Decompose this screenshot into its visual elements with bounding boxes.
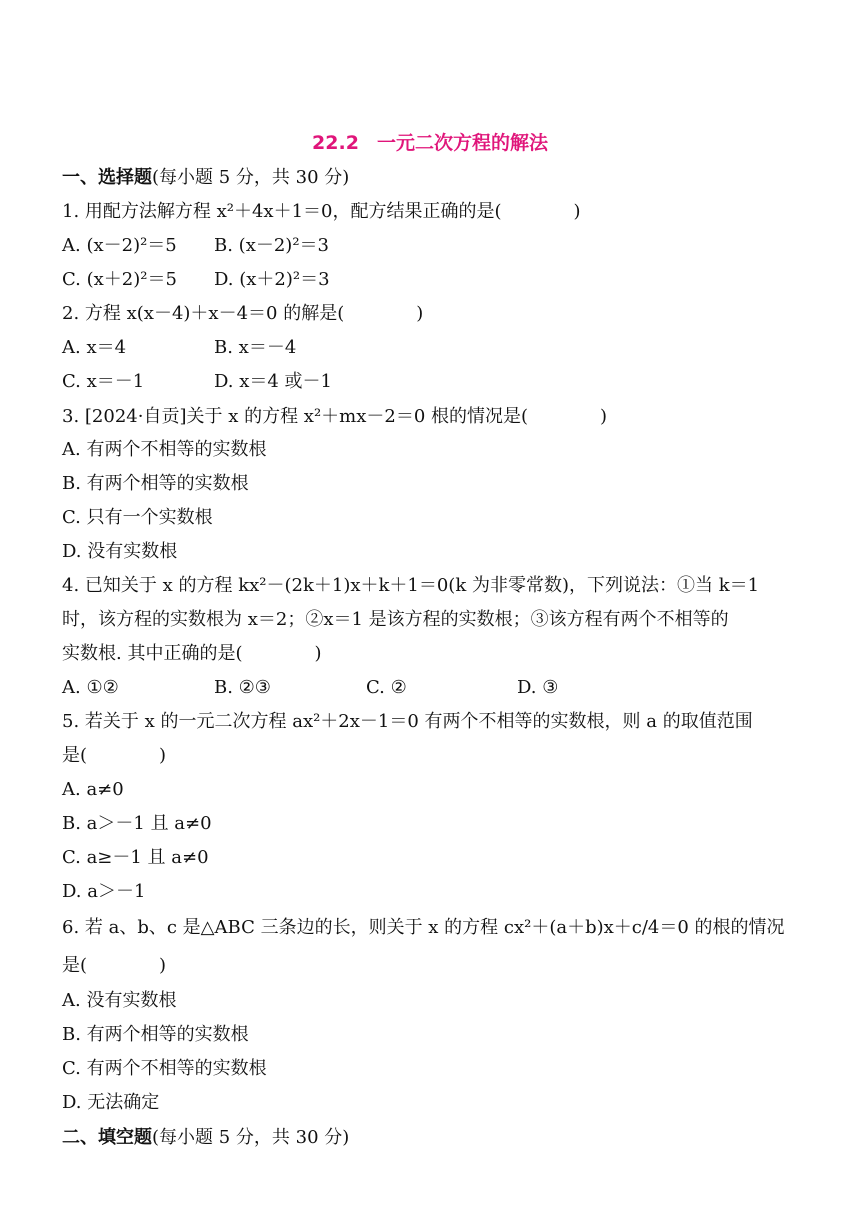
question-2-option-a: A. x＝4 [62, 337, 127, 358]
question-4-stem-line-2: 时，该方程的实数根为 x＝2；②x＝1 是该方程的实数根；③该方程有两个不相等的 [62, 609, 729, 630]
question-4-option-d: D. ③ [517, 677, 559, 698]
question-5-option-c: C. a≥－1 且 a≠0 [62, 847, 209, 868]
page-title [0, 128, 860, 155]
question-5-option-b: B. a＞－1 且 a≠0 [62, 813, 212, 834]
question-3-option-a: A. 有两个不相等的实数根 [62, 439, 267, 460]
question-2-stem: 2. 方程 x(x－4)＋x－4＝0 的解是( ) [62, 303, 424, 324]
question-3-option-c: C. 只有一个实数根 [62, 507, 213, 528]
question-4-stem-line-1: 4. 已知关于 x 的方程 kx²－(2k＋1)x＋k＋1＝0(k 为非零常数)，下列说法：①当 k＝1 [62, 575, 760, 596]
question-5-stem-line-2: 是( ) [62, 745, 167, 766]
question-4-option-c: C. ② [366, 677, 407, 698]
question-4-option-a: A. ①② [62, 677, 119, 698]
section-title: 一元二次方程的解法 [376, 132, 548, 154]
question-4-stem-line-3: 实数根. 其中正确的是( ) [62, 643, 322, 664]
question-1-option-c: C. (x＋2)²＝5 [62, 269, 177, 290]
section-heading-fill-in: 二、填空题(每小题 5 分，共 30 分) [62, 1127, 350, 1148]
question-3-option-d: D. 没有实数根 [62, 541, 178, 562]
question-1-option-d: D. (x＋2)²＝3 [214, 269, 330, 290]
question-5-option-d: D. a＞－1 [62, 881, 146, 902]
question-2-option-b: B. x＝－4 [214, 337, 297, 358]
question-6-stem-line-1: 6. 若 a、b、c 是△ABC 三条边的长，则关于 x 的方程 cx²＋(a＋b)x＋c/4＝0 的根的情况 [62, 917, 785, 938]
question-3-option-b: B. 有两个相等的实数根 [62, 473, 249, 494]
question-1-option-b: B. (x－2)²＝3 [214, 235, 329, 256]
question-5-option-a: A. a≠0 [62, 779, 124, 800]
question-6-option-a: A. 没有实数根 [62, 990, 177, 1011]
section-heading-choice: 一、选择题(每小题 5 分，共 30 分) [62, 167, 350, 188]
section-number: 22.2 [312, 132, 359, 154]
question-2-option-d: D. x＝4 或－1 [214, 371, 333, 392]
question-1-stem: 1. 用配方法解方程 x²＋4x＋1＝0，配方结果正确的是( ) [62, 201, 581, 222]
question-6-option-d: D. 无法确定 [62, 1092, 160, 1113]
question-6-stem-line-2: 是( ) [62, 955, 167, 976]
question-6-option-b: B. 有两个相等的实数根 [62, 1024, 249, 1045]
question-5-stem-line-1: 5. 若关于 x 的一元二次方程 ax²＋2x－1＝0 有两个不相等的实数根，则 a 的取值范围 [62, 711, 753, 732]
question-2-option-c: C. x＝－1 [62, 371, 145, 392]
question-6-option-c: C. 有两个不相等的实数根 [62, 1058, 267, 1079]
question-4-option-b: B. ②③ [214, 677, 271, 698]
question-1-option-a: A. (x－2)²＝5 [62, 235, 177, 256]
question-3-stem: 3. [2024·自贡]关于 x 的方程 x²＋mx－2＝0 根的情况是( ) [62, 406, 608, 427]
